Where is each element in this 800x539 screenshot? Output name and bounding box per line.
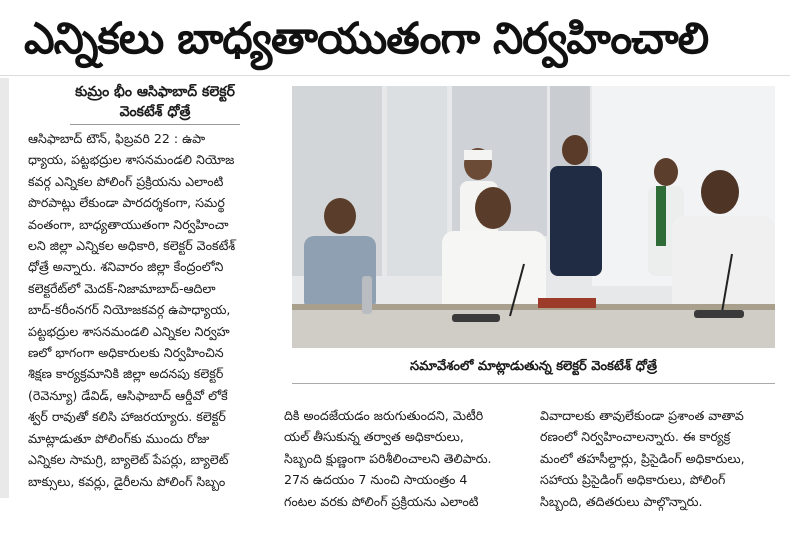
text-line: దికి అందజేయడం జరుగుతుందని, మెటీరి [284, 408, 484, 423]
text-line: 27న ఉదయం 7 నుంచి సాయంత్రం 4 [284, 472, 468, 488]
text-line: సిబ్బంది క్షుణ్ణంగా పరిశీలించాలని తెలిపారు. [284, 450, 492, 466]
text-line: పొరపాట్లు లేకుండా పారదర్శకంగా, సమర్థ [28, 195, 225, 211]
text-line: ణలో భాగంగా అధికారులకు నిర్వహించిన [28, 345, 224, 361]
text-line: (రెవెన్యూ) డేవిడ్, ఆసిఫాబాద్ ఆర్డీవో లోకే [28, 387, 228, 403]
text-line: శ్వర్ రావుతో కలిసి హాజరయ్యారు. కలెక్టర్ [28, 409, 226, 425]
text-line: యల్ తీసుకున్న తర్వాత అధికారులు, [284, 429, 464, 445]
text-line: రణంలో నిర్వహించాలన్నారు. ఈ కార్యక్ర [540, 429, 731, 445]
text-line: ధోత్రే అన్నారు. శనివారం జిల్లా కేంద్రంలోని [28, 259, 224, 275]
text-line: కలెక్టరేట్‌లో మెదక్-నిజామాబాద్-ఆదిలా [28, 280, 216, 296]
header-rule [0, 75, 790, 76]
page-margin-strip [0, 78, 9, 498]
text-line: మాట్లాడుతూ పోలింగ్‌కు ముందు రోజు [28, 430, 210, 446]
text-line: ఆసిఫాబాద్ టౌన్, ఫిబ్రవరి 22 : ఉపా [28, 131, 206, 146]
text-line: లని జిల్లా ఎన్నికల అధికారి, కలెక్టర్ వెంకటేశ్ [28, 238, 236, 254]
subhead-underline [70, 124, 240, 125]
text-line: వంతంగా, బాధ్యతాయుతంగా నిర్వహించా [28, 216, 229, 232]
news-photo [292, 86, 775, 348]
text-line: పట్టభద్రుల శాసనమండలి ఎన్నికల నిర్వహ [28, 323, 230, 339]
text-line: ధ్యాయ, పట్టభద్రుల శాసనమండలి నియోజ [28, 152, 235, 168]
text-line: శిక్షణ కార్యక్రమానికి జిల్లా అదనపు కలెక్టర్ [28, 366, 224, 382]
text-line: బాద్-కరీంనగర్ నియోజకవర్గ ఉపాధ్యాయ, [28, 302, 231, 318]
text-line: గంటల వరకు పోలింగ్ ప్రక్రియను ఎలాంటి [284, 493, 479, 509]
article-column-3 [540, 405, 780, 512]
text-line: ఎన్నికల సామగ్రి, బ్యాలెట్ పేపర్లు, బ్యాలెట్ [28, 452, 229, 468]
meeting-photo-illustration [292, 86, 775, 348]
text-line: వివాదాలకు తావులేకుండా ప్రశాంత వాతావ [540, 408, 744, 423]
article-column-1 [28, 128, 278, 492]
article-column-2 [284, 405, 526, 512]
text-line: సిబ్బంది, తదితరులు పాల్గొన్నారు. [540, 493, 703, 509]
subhead-line-2: వెంకటేశ్ ధోత్రే [119, 104, 191, 120]
caption-divider [292, 383, 775, 384]
text-line: బాక్సులు, కవర్లు, డైరీలను పోలింగ్ సిబ్బం [28, 473, 226, 489]
subheadline [40, 82, 270, 125]
headline: ఎన్నికలు బాధ్యతాయుతంగా నిర్వహించాలి [24, 14, 709, 64]
text-line: సహాయ ప్రిసైడింగ్ అధికారులు, పోలింగ్ [540, 472, 726, 488]
subhead-line-1: కుమ్రం భీం ఆసిఫాబాద్ కలెక్టర్ [75, 84, 235, 100]
photo-caption: సమావేశంలో మాట్లాడుతున్న కలెక్టర్ వెంకటేశ్ ధోత్రే [409, 359, 658, 374]
text-line: మంలో తహసీల్దార్లు, ప్రిసైడింగ్ అధికారులు, [540, 450, 745, 466]
text-line: కవర్గ ఎన్నికల పోలింగ్ ప్రక్రియను ఎలాంటి [28, 173, 224, 189]
